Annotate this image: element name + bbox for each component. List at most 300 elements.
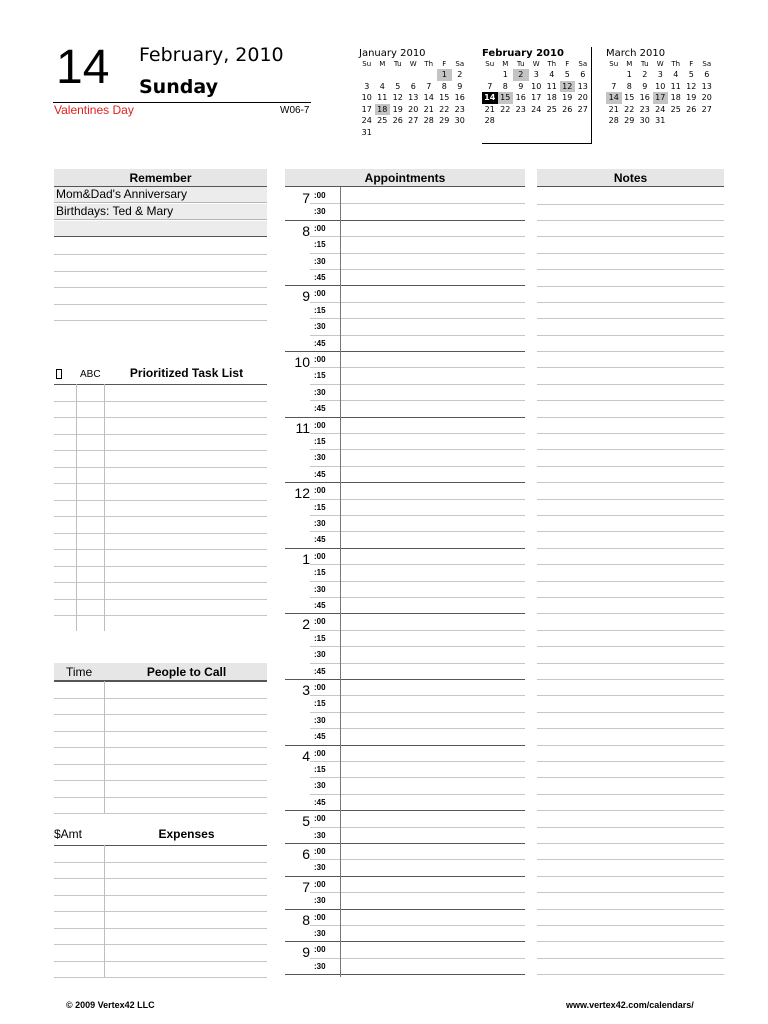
hour-rule [285,679,525,680]
rule-line [54,287,267,288]
rule-line [537,958,724,959]
rule-line [54,698,267,699]
weekday-header: F [565,60,570,68]
task-header-rule [54,384,267,385]
weekday-header: W [532,60,540,68]
calendar-day[interactable]: 9 [457,81,463,91]
calendar-day[interactable]: 2 [513,69,529,81]
rule-line [537,630,724,631]
calendar-day[interactable]: 20 [408,104,419,114]
rule-line [54,780,267,781]
calendar-day[interactable]: 2 [642,70,648,79]
rule-line [537,974,724,975]
day-number: 14 [56,41,110,94]
remember-item-empty[interactable] [54,221,267,237]
abc-label: ABC [80,369,101,380]
task-column-divider [104,384,105,631]
rule-line [537,581,724,582]
weekday-header: Tu [516,60,525,68]
calendar-day[interactable]: 10 [531,81,542,91]
holiday-label: Valentines Day [54,103,134,117]
calendar-day[interactable]: 24 [655,104,666,114]
calendar-day[interactable]: 22 [439,104,450,114]
calendar-day[interactable]: 3 [533,70,539,79]
minute-label: :00 [314,223,326,233]
calendar-day[interactable]: 23 [515,104,526,114]
hour-label: 8 [302,222,310,239]
slot-rule [310,269,525,270]
mini-calendar-january [359,47,469,138]
calendar-day[interactable]: 18 [546,93,557,102]
calendar-day[interactable]: 12 [686,81,697,91]
minute-label: :45 [314,601,326,610]
hour-rule [285,843,525,844]
rule-line [537,548,724,549]
calendar-day[interactable]: 5 [688,70,694,79]
rule-line [537,909,724,910]
calendar-day[interactable]: 19 [686,93,697,102]
calendar-day[interactable]: 13 [701,81,712,91]
calendar-day[interactable]: 11 [670,81,681,91]
rule-line [54,304,267,305]
calendar-day[interactable]: 11 [377,93,388,102]
slot-rule [310,581,525,582]
slot-rule [310,892,525,893]
minute-label: :30 [314,896,326,906]
rule-line [54,714,267,715]
minute-label: :00 [314,191,326,200]
calendar-day[interactable]: 11 [546,81,557,91]
calendar-day[interactable]: 14 [606,92,622,104]
minute-label: :15 [314,437,326,446]
hour-rule [285,810,525,811]
calendar-day[interactable]: 9 [518,81,524,91]
mini-calendar-grid [606,60,716,127]
rule-line [54,862,267,863]
rule-line [537,269,724,270]
calendar-day[interactable]: 7 [611,81,617,91]
calendar-day[interactable]: 17 [531,93,542,102]
minute-label: :15 [314,502,326,512]
minute-label: :30 [314,519,326,528]
slot-rule [310,794,525,795]
rule-line [537,859,724,860]
hour-rule [285,745,525,746]
rule-line [54,516,267,517]
calendar-day[interactable]: 29 [624,116,635,125]
rule-line [537,335,724,336]
rule-line [537,515,724,516]
rule-line [54,500,267,501]
people-column-divider [104,681,105,813]
rule-line [54,434,267,435]
calendar-day[interactable]: 28 [484,116,495,125]
mini-calendar-title: January 2010 [359,48,426,59]
mini-calendar-title: February 2010 [482,48,564,59]
rule-line [54,599,267,600]
minute-label: :30 [314,650,326,660]
weekday-header: Th [671,60,681,68]
minute-label: :45 [314,797,326,807]
rule-line [537,613,724,614]
calendar-day[interactable]: 21 [484,104,495,114]
rule-line [537,417,724,418]
weekday-header: M [502,60,509,68]
minute-label: :30 [314,961,326,971]
hour-rule [285,351,525,352]
rule-line [537,745,724,746]
calendar-day[interactable]: 5 [564,70,570,79]
calendar-day[interactable]: 14 [423,93,434,102]
rule-line [537,466,724,467]
mini-calendar-title: March 2010 [606,48,666,59]
slot-rule [310,777,525,778]
hour-label: 7 [302,878,310,895]
calendar-day[interactable]: 8 [626,81,632,91]
blank-cell [421,69,437,81]
calendar-day[interactable]: 20 [577,93,588,102]
rule-line [54,731,267,732]
calendar-day[interactable]: 16 [454,93,465,102]
slot-rule [310,203,525,204]
rule-line [537,679,724,680]
calendar-day[interactable]: 16 [515,93,526,102]
calendar-day[interactable]: 20 [701,93,712,102]
weekday-header: W [409,60,417,68]
task-list-title: Prioritized Task List [129,366,244,380]
rule-line [537,564,724,565]
calendar-day[interactable]: 27 [577,104,588,114]
calendar-day[interactable]: 27 [408,116,419,125]
rule-line [54,417,267,418]
rule-line [537,433,724,434]
rule-line [54,254,267,255]
weekday-header: F [689,60,694,68]
rule-line [54,533,267,534]
calendar-day[interactable]: 29 [439,116,450,125]
rule-line [54,615,267,616]
hour-rule [285,482,525,483]
calendar-day[interactable]: 16 [639,93,650,102]
calendar-day[interactable]: 1 [626,70,632,79]
rule-line [537,827,724,828]
rule-line [54,895,267,896]
calendar-day[interactable]: 15 [624,93,635,102]
hour-label: 2 [302,616,310,633]
calendar-day[interactable]: 6 [410,81,416,91]
rule-line [54,747,267,748]
remember-item[interactable]: Birthdays: Ted & Mary [54,204,267,220]
hour-rule [285,548,525,549]
calendar-day[interactable]: 3 [657,70,663,79]
calendar-day[interactable]: 2 [457,70,463,79]
footer-url[interactable]: www.vertex42.com/calendars/ [566,1000,694,1010]
rule-line [537,302,724,303]
people-header-rule [54,681,267,682]
minute-label: :30 [314,715,326,725]
weekday-header: Su [609,60,619,68]
calendar-day[interactable]: 31 [361,127,372,137]
calendar-day[interactable]: 6 [580,70,586,79]
hour-label: 3 [302,682,310,698]
rule-line [54,582,267,583]
calendar-day[interactable]: 14 [482,92,498,104]
hour-rule [285,220,525,221]
minute-label: :15 [314,305,326,315]
minute-label: :15 [314,765,326,774]
rule-line [537,777,724,778]
rule-line [537,253,724,254]
weekday-header: Th [424,60,434,68]
rule-line [537,941,724,942]
hour-rule [285,941,525,942]
calendar-day[interactable]: 19 [562,93,573,102]
weekday-header: F [442,60,447,68]
people-header [54,663,267,681]
slot-rule [310,728,525,729]
calendar-day[interactable]: 5 [395,81,401,91]
slot-rule [310,859,525,860]
minute-label: :15 [314,699,326,709]
calendar-day[interactable]: 18 [375,104,391,116]
calendar-day[interactable]: 1 [502,70,508,79]
rule-line [54,944,267,945]
weekday-header: Th [547,60,557,68]
slot-rule [310,384,525,385]
hour-rule [285,876,525,877]
calendar-day[interactable]: 15 [498,92,514,104]
calendar-day[interactable]: 3 [364,81,370,91]
rule-line [537,367,724,368]
calendar-day[interactable]: 6 [704,70,710,79]
hour-label: 4 [302,747,310,764]
rule-line [54,961,267,962]
minute-label: :30 [314,929,326,938]
calendar-day[interactable]: 21 [608,104,619,114]
rule-line [54,549,267,550]
slot-rule [310,400,525,401]
calendar-day[interactable]: 24 [531,104,542,114]
calendar-day[interactable]: 10 [361,93,372,102]
minute-label: :45 [314,732,326,742]
rule-line [54,928,267,929]
minute-label: :00 [314,945,326,955]
minute-label: :00 [314,748,326,758]
hour-label: 12 [294,485,310,502]
rule-line [537,531,724,532]
rule-line [537,728,724,729]
calendar-day[interactable]: 12 [392,93,403,102]
rule-line [54,271,267,272]
week-code: W06-7 [280,105,310,116]
slot-rule [310,663,525,664]
rule-line [54,467,267,468]
rule-line [54,797,267,798]
minute-label: :45 [314,535,326,545]
weekday-header: W [656,60,664,68]
rule-line [537,876,724,877]
slot-rule [310,531,525,532]
calendar-day[interactable]: 27 [701,104,712,114]
slot-rule [310,827,525,828]
slot-rule [310,646,525,647]
minute-label: :00 [314,683,326,692]
calendar-day[interactable]: 4 [549,70,555,79]
calendar-day[interactable]: 21 [423,104,434,114]
slot-rule [310,630,525,631]
minute-label: :45 [314,666,326,676]
calendar-day[interactable]: 25 [546,104,557,114]
expenses-title: Expenses [158,827,215,841]
calendar-day[interactable]: 17 [361,104,372,114]
rule-line [537,925,724,926]
slot-rule [310,367,525,368]
weekday-header: M [626,60,633,68]
calendar-day[interactable]: 18 [670,93,681,102]
task-column-divider [76,384,77,631]
calendar-day[interactable]: 7 [426,81,432,91]
calendar-day[interactable]: 22 [624,104,635,114]
minute-label: :00 [314,617,326,627]
rule-line [54,764,267,765]
minute-label: :30 [314,863,326,873]
minute-label: :45 [314,469,326,479]
slot-rule [310,515,525,516]
rule-line [537,384,724,385]
rule-line [54,566,267,567]
rule-line [537,663,724,664]
mini-calendar-february [482,47,592,144]
minute-label: :30 [314,830,326,840]
hour-label: 9 [302,944,310,961]
minute-label: :00 [314,355,326,364]
rule-line [537,843,724,844]
hour-label: 6 [302,846,310,862]
hour-label: 7 [302,190,310,206]
calendar-day[interactable]: 30 [639,116,650,125]
calendar-day[interactable]: 28 [608,116,619,125]
calendar-day[interactable]: 17 [653,92,669,104]
calendar-day[interactable]: 19 [392,104,403,114]
slot-rule [310,253,525,254]
month-year: February, 2010 [139,44,284,66]
blank-cell [390,69,406,81]
checkbox-icon [56,369,62,379]
weekday-header: Su [362,60,372,68]
expenses-header-rule [54,845,267,846]
remember-header: Remember [54,169,267,187]
minute-label: :30 [314,453,326,463]
calendar-day[interactable]: 25 [377,116,388,125]
calendar-day[interactable]: 13 [577,81,588,91]
calendar-day[interactable]: 4 [379,81,385,91]
calendar-day[interactable]: 8 [441,81,447,91]
hour-rule [285,909,525,910]
blank-cell [375,69,391,81]
minute-label: :45 [314,404,326,414]
minute-label: :00 [314,420,326,430]
rule-line [537,400,724,401]
calendar-day[interactable]: 30 [454,116,465,125]
calendar-day[interactable]: 26 [686,104,697,114]
minute-label: :30 [314,387,326,397]
rule-line [54,320,267,321]
rule-line [537,646,724,647]
slot-rule [310,433,525,434]
minute-label: :00 [314,912,326,922]
rule-line [537,220,724,221]
calendar-day[interactable]: 23 [639,104,650,114]
slot-rule [310,236,525,237]
minute-label: :45 [314,338,326,348]
rule-line [537,761,724,762]
minute-label: :15 [314,371,326,381]
calendar-day[interactable]: 26 [392,116,403,125]
calendar-day[interactable]: 12 [560,81,576,93]
minute-label: :15 [314,633,326,643]
rule-line [54,483,267,484]
rule-line [537,712,724,713]
people-time-label: Time [66,665,93,679]
minute-label: :45 [314,273,326,282]
hour-rule [285,613,525,614]
hour-label: 5 [302,813,310,830]
rule-line [537,499,724,500]
calendar-day[interactable]: 9 [642,81,648,91]
calendar-day[interactable]: 10 [655,81,666,91]
mini-calendar-grid [359,60,469,138]
calendar-day[interactable]: 4 [673,70,679,79]
calendar-day[interactable]: 28 [423,116,434,125]
calendar-day[interactable]: 25 [670,104,681,114]
calendar-day[interactable]: 26 [562,104,573,114]
mini-calendar-march [606,47,716,127]
slot-rule [310,564,525,565]
calendar-day[interactable]: 15 [439,93,450,102]
copyright-text: © 2009 Vertex42 LLC [66,1000,155,1010]
blank-cell [359,69,375,81]
minute-label: :00 [314,847,326,856]
calendar-day[interactable]: 7 [487,81,493,91]
rule-line [54,911,267,912]
rule-line [537,449,724,450]
minute-label: :00 [314,551,326,561]
hour-label: 1 [302,550,310,567]
slot-rule [310,302,525,303]
calendar-day[interactable]: 22 [500,104,511,114]
calendar-day[interactable]: 23 [454,104,465,114]
notes-header: Notes [537,169,724,187]
remember-item[interactable]: Mom&Dad's Anniversary [54,187,267,203]
calendar-day[interactable]: 8 [502,81,508,91]
calendar-day[interactable]: 13 [408,93,419,102]
calendar-day[interactable]: 1 [437,69,453,81]
rule-line [54,878,267,879]
calendar-day[interactable]: 24 [361,116,372,125]
rule-line [54,813,267,814]
weekday-header: Su [485,60,495,68]
rule-line [537,204,724,205]
blank-cell [606,69,622,81]
weekday-header: Tu [640,60,649,68]
hour-label: 11 [295,419,310,436]
minute-label: :00 [314,814,326,824]
hour-label: 9 [302,288,310,305]
slot-rule [310,761,525,762]
calendar-day[interactable]: 31 [655,116,666,125]
rule-line [54,401,267,402]
minute-label: :30 [314,781,326,791]
